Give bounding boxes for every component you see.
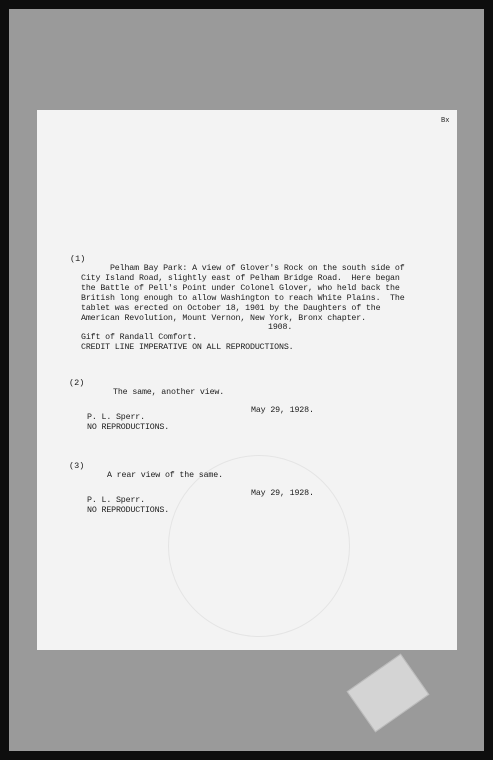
entry-1-line-4: British long enough to allow Washington to reach White Plains. The xyxy=(81,294,405,303)
entry-1-line-1: Pelham Bay Park: A view of Glover's Rock on the south side of xyxy=(81,264,405,273)
entry-1-number: (1) xyxy=(70,254,86,264)
corner-mark: Bx xyxy=(441,117,450,125)
entry-3-credit-1: P. L. Sperr. xyxy=(87,496,145,505)
entry-1-line-6: American Revolution, Mount Vernon, New York, Bronx chapter. xyxy=(81,314,366,323)
entry-1-line-5: tablet was erected on October 18, 1901 by the Daughters of the xyxy=(81,304,381,313)
entry-3-credit-2: NO REPRODUCTIONS. xyxy=(87,506,170,515)
entry-3-date: May 29, 1928. xyxy=(251,489,314,498)
entry-1-credit-1: Gift of Randall Comfort. xyxy=(81,333,197,342)
entry-2-line-1: The same, another view. xyxy=(113,388,225,397)
entry-2-date: May 29, 1928. xyxy=(251,406,314,415)
entry-1-date: 1908. xyxy=(268,323,293,332)
entry-3-line-1: A rear view of the same. xyxy=(107,471,223,480)
entry-2-number: (2) xyxy=(69,378,85,388)
entry-3-number: (3) xyxy=(69,461,85,471)
entry-1-credit-2: CREDIT LINE IMPERATIVE ON ALL REPRODUCTIONS. xyxy=(81,343,294,352)
entry-2-credit-2: NO REPRODUCTIONS. xyxy=(87,423,170,432)
faint-seal xyxy=(168,455,350,637)
entry-1-line-3: the Battle of Pell's Point under Colonel Glover, who held back the xyxy=(81,284,400,293)
entry-2-credit-1: P. L. Sperr. xyxy=(87,413,145,422)
entry-1-line-2: City Island Road, slightly east of Pelham Bridge Road. Here began xyxy=(81,274,400,283)
